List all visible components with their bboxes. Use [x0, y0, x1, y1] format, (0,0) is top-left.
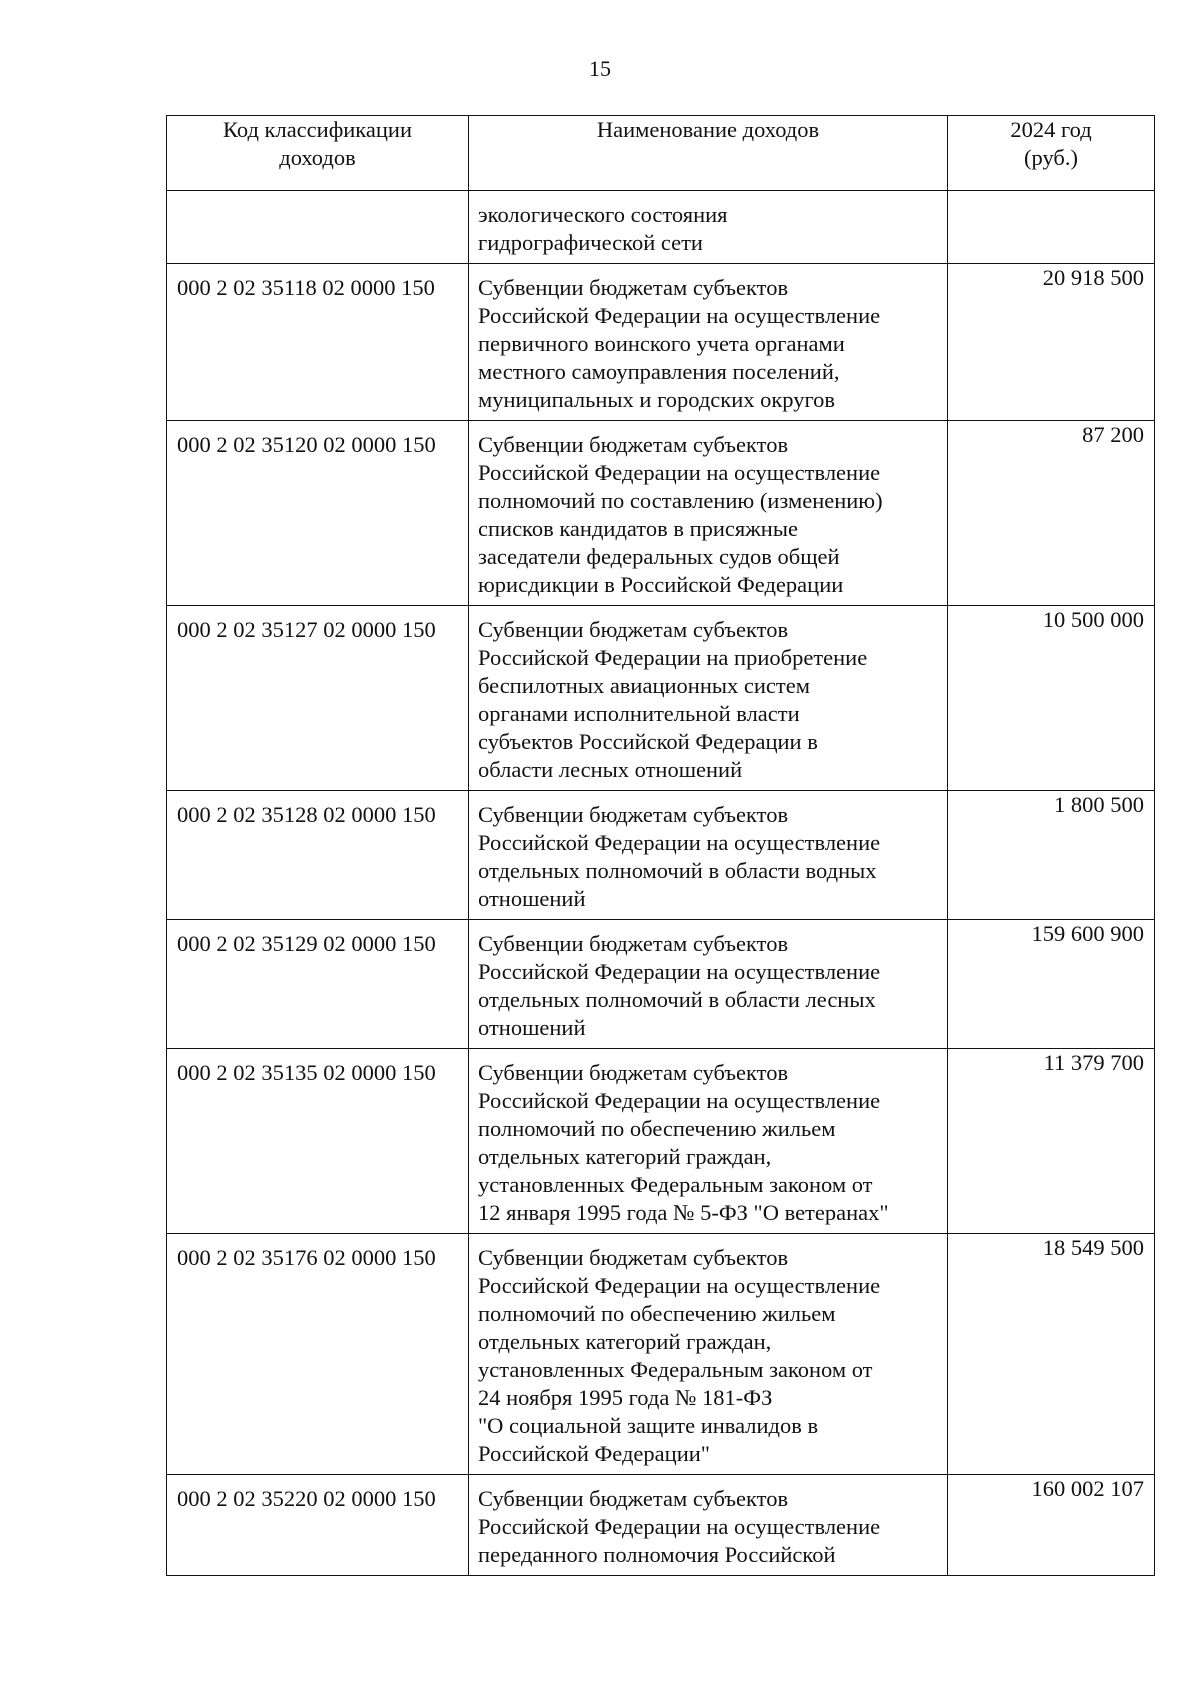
header-name-line: Наименование доходов [596, 117, 820, 142]
income-name-line: Субвенции бюджетам субъектов [478, 275, 789, 300]
income-name-line: Российской Федерации на осуществление [478, 460, 881, 485]
income-name-line: 24 ноября 1995 года № 181-ФЗ [478, 1385, 773, 1410]
income-amount-cell: 159 600 900 [948, 920, 1155, 1049]
income-code-cell [167, 191, 469, 264]
income-code-cell: 000 2 02 35176 02 0000 150 [167, 1234, 469, 1475]
income-name-line: первичного воинского учета органами [478, 331, 845, 356]
income-name-line: Российской Федерации" [478, 1441, 710, 1466]
income-name-line: установленных Федеральным законом от [478, 1357, 873, 1382]
income-name-line: области лесных отношений [478, 757, 743, 782]
income-amount-cell: 11 379 700 [948, 1049, 1155, 1234]
income-amount-cell: 18 549 500 [948, 1234, 1155, 1475]
income-name-line: отношений [478, 886, 586, 911]
income-name-line: субъектов Российской Федерации в [478, 729, 818, 754]
income-name-line: переданного полномочия Российской [478, 1542, 836, 1567]
income-name-line: списков кандидатов в присяжные [478, 516, 798, 541]
income-name-line: полномочий по обеспечению жильем [478, 1116, 836, 1141]
income-code-cell: 000 2 02 35220 02 0000 150 [167, 1475, 469, 1576]
income-name-line: Субвенции бюджетам субъектов [478, 1245, 789, 1270]
header-code-line: доходов [279, 145, 356, 170]
header-code [167, 116, 469, 191]
income-code-cell: 000 2 02 35128 02 0000 150 [167, 791, 469, 920]
income-amount-cell: 87 200 [948, 421, 1155, 606]
income-name-line: Российской Федерации на осуществление [478, 1273, 881, 1298]
income-name-line: заседатели федеральных судов общей [478, 544, 840, 569]
table-row [167, 1234, 1155, 1475]
income-amount-cell [948, 191, 1155, 264]
income-name-cell [469, 606, 948, 791]
income-name-cell [469, 191, 948, 264]
table-row [167, 791, 1155, 920]
income-name-cell [469, 1234, 948, 1475]
income-name-line: установленных Федеральным законом от [478, 1172, 873, 1197]
income-name-line: Российской Федерации на осуществление [478, 1088, 881, 1113]
income-name-line: беспилотных авиационных систем [478, 673, 810, 698]
table-row [167, 191, 1155, 264]
header-amount-line: 2024 год [1010, 117, 1092, 142]
income-name-line: отдельных полномочий в области лесных [478, 987, 876, 1012]
revenue-table [166, 115, 1155, 1576]
income-amount-cell: 20 918 500 [948, 264, 1155, 421]
income-name-line: полномочий по составлению (изменению) [478, 488, 883, 513]
income-name-cell [469, 791, 948, 920]
income-amount-cell: 160 002 107 [948, 1475, 1155, 1576]
income-amount-cell: 1 800 500 [948, 791, 1155, 920]
income-name-line: Субвенции бюджетам субъектов [478, 802, 789, 827]
income-name-line: Российской Федерации на осуществление [478, 959, 881, 984]
income-name-line: Субвенции бюджетам субъектов [478, 1486, 789, 1511]
table-row [167, 264, 1155, 421]
table-body [167, 191, 1155, 1576]
income-name-line: Российской Федерации на осуществление [478, 830, 881, 855]
income-name-cell [469, 264, 948, 421]
table-row [167, 1475, 1155, 1576]
income-name-line: 12 января 1995 года № 5-ФЗ "О ветеранах" [478, 1200, 889, 1225]
header-name [469, 116, 948, 191]
income-name-line: полномочий по обеспечению жильем [478, 1301, 836, 1326]
table-row [167, 421, 1155, 606]
income-name-cell [469, 421, 948, 606]
table-row [167, 606, 1155, 791]
income-name-cell [469, 1049, 948, 1234]
page-number: 15 [589, 56, 611, 81]
income-name-line: Субвенции бюджетам субъектов [478, 1060, 789, 1085]
income-name-cell [469, 1475, 948, 1576]
table-row [167, 1049, 1155, 1234]
income-code-cell: 000 2 02 35120 02 0000 150 [167, 421, 469, 606]
income-code-cell: 000 2 02 35118 02 0000 150 [167, 264, 469, 421]
income-name-line: отдельных категорий граждан, [478, 1144, 772, 1169]
income-name-line: Российской Федерации на приобретение [478, 645, 868, 670]
income-name-line: местного самоуправления поселений, [478, 359, 840, 384]
header-amount [948, 116, 1155, 191]
income-name-line: муниципальных и городских округов [478, 387, 836, 412]
table-row [167, 920, 1155, 1049]
income-name-line: экологического состояния [478, 202, 728, 227]
income-name-line: юрисдикции в Российской Федерации [478, 572, 844, 597]
table-header [167, 116, 1155, 191]
income-name-line: Российской Федерации на осуществление [478, 1514, 881, 1539]
income-code-cell: 000 2 02 35135 02 0000 150 [167, 1049, 469, 1234]
income-name-line: органами исполнительной власти [478, 701, 800, 726]
income-name-line: отдельных полномочий в области водных [478, 858, 877, 883]
income-name-line: Российской Федерации на осуществление [478, 303, 881, 328]
header-amount-line: (руб.) [1024, 145, 1078, 170]
income-code-cell: 000 2 02 35127 02 0000 150 [167, 606, 469, 791]
income-name-line: отдельных категорий граждан, [478, 1329, 772, 1354]
income-name-line: Субвенции бюджетам субъектов [478, 617, 789, 642]
header-code-line: Код классификации [222, 117, 413, 142]
income-name-line: "О социальной защите инвалидов в [478, 1413, 819, 1438]
income-name-line: Субвенции бюджетам субъектов [478, 931, 789, 956]
income-code-cell: 000 2 02 35129 02 0000 150 [167, 920, 469, 1049]
income-name-line: Субвенции бюджетам субъектов [478, 432, 789, 457]
income-name-cell [469, 920, 948, 1049]
income-amount-cell: 10 500 000 [948, 606, 1155, 791]
income-name-line: отношений [478, 1015, 586, 1040]
income-name-line: гидрографической сети [478, 230, 703, 255]
